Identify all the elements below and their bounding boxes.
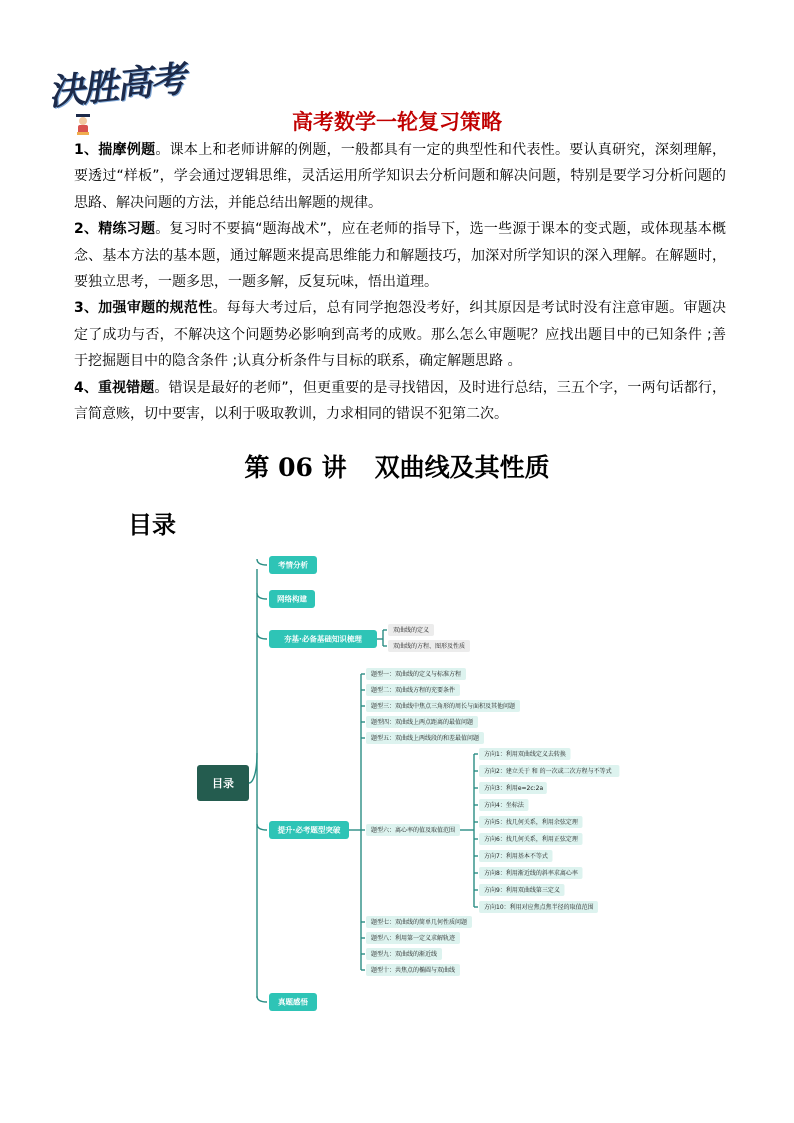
- direction-6: 方向6：找几何关系，利用正弦定理: [484, 836, 578, 844]
- type-1: 题型一：双曲线的定义与标准方程: [371, 671, 462, 679]
- section-3: 夯基·必备基础知识梳理: [284, 634, 362, 644]
- section-connector-3: [257, 633, 267, 639]
- paragraph-1: 1、揣摩例题。课本上和老师讲解的例题，一般都具有一定的典型性和代表性。要认真研究，深刻理解，要透过“样板”，学会通过逻辑思维，灵活运用所学知识去分析问题和解决问题，特别是要学习分析问题的思路、解决问题的方法，并能总结出解题的规律。: [74, 142, 726, 211]
- type-4: 题型四：双曲线上两点距离的最值问题: [371, 719, 474, 727]
- type-9: 题型九：双曲线的渐近线: [371, 951, 438, 959]
- type-2: 题型二：双曲线方程的充要条件: [371, 687, 456, 695]
- direction-4: 方向4：坐标法: [484, 802, 524, 810]
- direction-10: 方向10：利用对应焦点焦半径的取值范围: [484, 904, 594, 912]
- toc-heading: 目录: [128, 510, 176, 539]
- section-4: 提升·必考题型突破: [277, 825, 341, 835]
- section-connector-2: [257, 593, 267, 599]
- paragraph-2: 2、精练习题。复习时不要搞“题海战术”，应在老师的指导下，选一些源于课本的变式题，或体现基本概念、基本方法的基本题，通过解题来提高思维能力和解题技巧，加深对所学知识的深入理解。在解题时，要独立思考，一题多思，一题多解，反复玩味，悟出道理。: [74, 221, 726, 291]
- section-connector-1: [257, 559, 267, 565]
- document-title: 高考数学一轮复习策略: [292, 110, 502, 134]
- type-3: 题型三：双曲线中焦点三角形的周长与面积及其他问题: [371, 703, 516, 711]
- section-2: 网络构建: [277, 594, 307, 604]
- direction-9: 方向9：利用双曲线第三定义: [484, 887, 560, 895]
- type-8: 题型八：利用第一定义求解轨迹: [371, 935, 456, 943]
- direction-1: 方向1：利用双曲线定义去转换: [484, 751, 566, 759]
- logo-text: 決胜高考: [46, 57, 187, 114]
- type-7: 题型七：双曲线的简单几何性质问题: [371, 919, 468, 927]
- type-10: 题型十：共焦点的椭圆与双曲线: [371, 967, 456, 975]
- direction-7: 方向7：利用基本不等式: [484, 853, 548, 861]
- root-connector: [249, 753, 257, 783]
- direction-8: 方向8：利用渐近线的斜率求离心率: [484, 870, 578, 878]
- lecture-title: 双曲线及其性质: [374, 453, 550, 482]
- toc-root: 目录: [212, 776, 234, 790]
- section-1: 考情分析: [278, 560, 308, 570]
- paragraph-4: 4、重视错题。错误是最好的老师”，但更重要的是寻找错因，及时进行总结，三五个字，一两句话都行，言简意赅，切中要害，以利于吸取教训，力求相同的错误不犯第二次。: [74, 379, 726, 423]
- section-connector-4: [257, 824, 267, 830]
- lecture-number: 第 06 讲: [244, 453, 347, 482]
- direction-5: 方向5：找几何关系，利用余弦定理: [484, 819, 578, 827]
- paragraph-3: 3、加强审题的规范性。每每大考过后，总有同学抱怨没考好，纠其原因是考试时没有注意审题。审题决定了成功与否，不解决这个问题势必影响到高考的成败。那么怎么审题呢？应找出题目中的已知条件 ;善于挖掘题目中的隐含条件 ;认真分析条件与目标的联系，确定解题思路 。: [74, 300, 726, 370]
- type-6: 题型六：离心率的值及取值范围: [371, 827, 456, 835]
- direction-2: 方向2：建立关于 和 的一次或二次方程与不等式: [484, 768, 612, 776]
- basics-child-1: 双曲线的定义: [393, 627, 430, 635]
- basics-child-2: 双曲线的方程、图形及性质: [393, 643, 466, 651]
- section-5: 真题感悟: [278, 997, 308, 1007]
- section-connector-5: [257, 996, 267, 1002]
- direction-3: 方向3：利用e=2c:2a: [484, 785, 544, 793]
- type-5: 题型五：双曲线上两线段的和差最值问题: [371, 735, 480, 743]
